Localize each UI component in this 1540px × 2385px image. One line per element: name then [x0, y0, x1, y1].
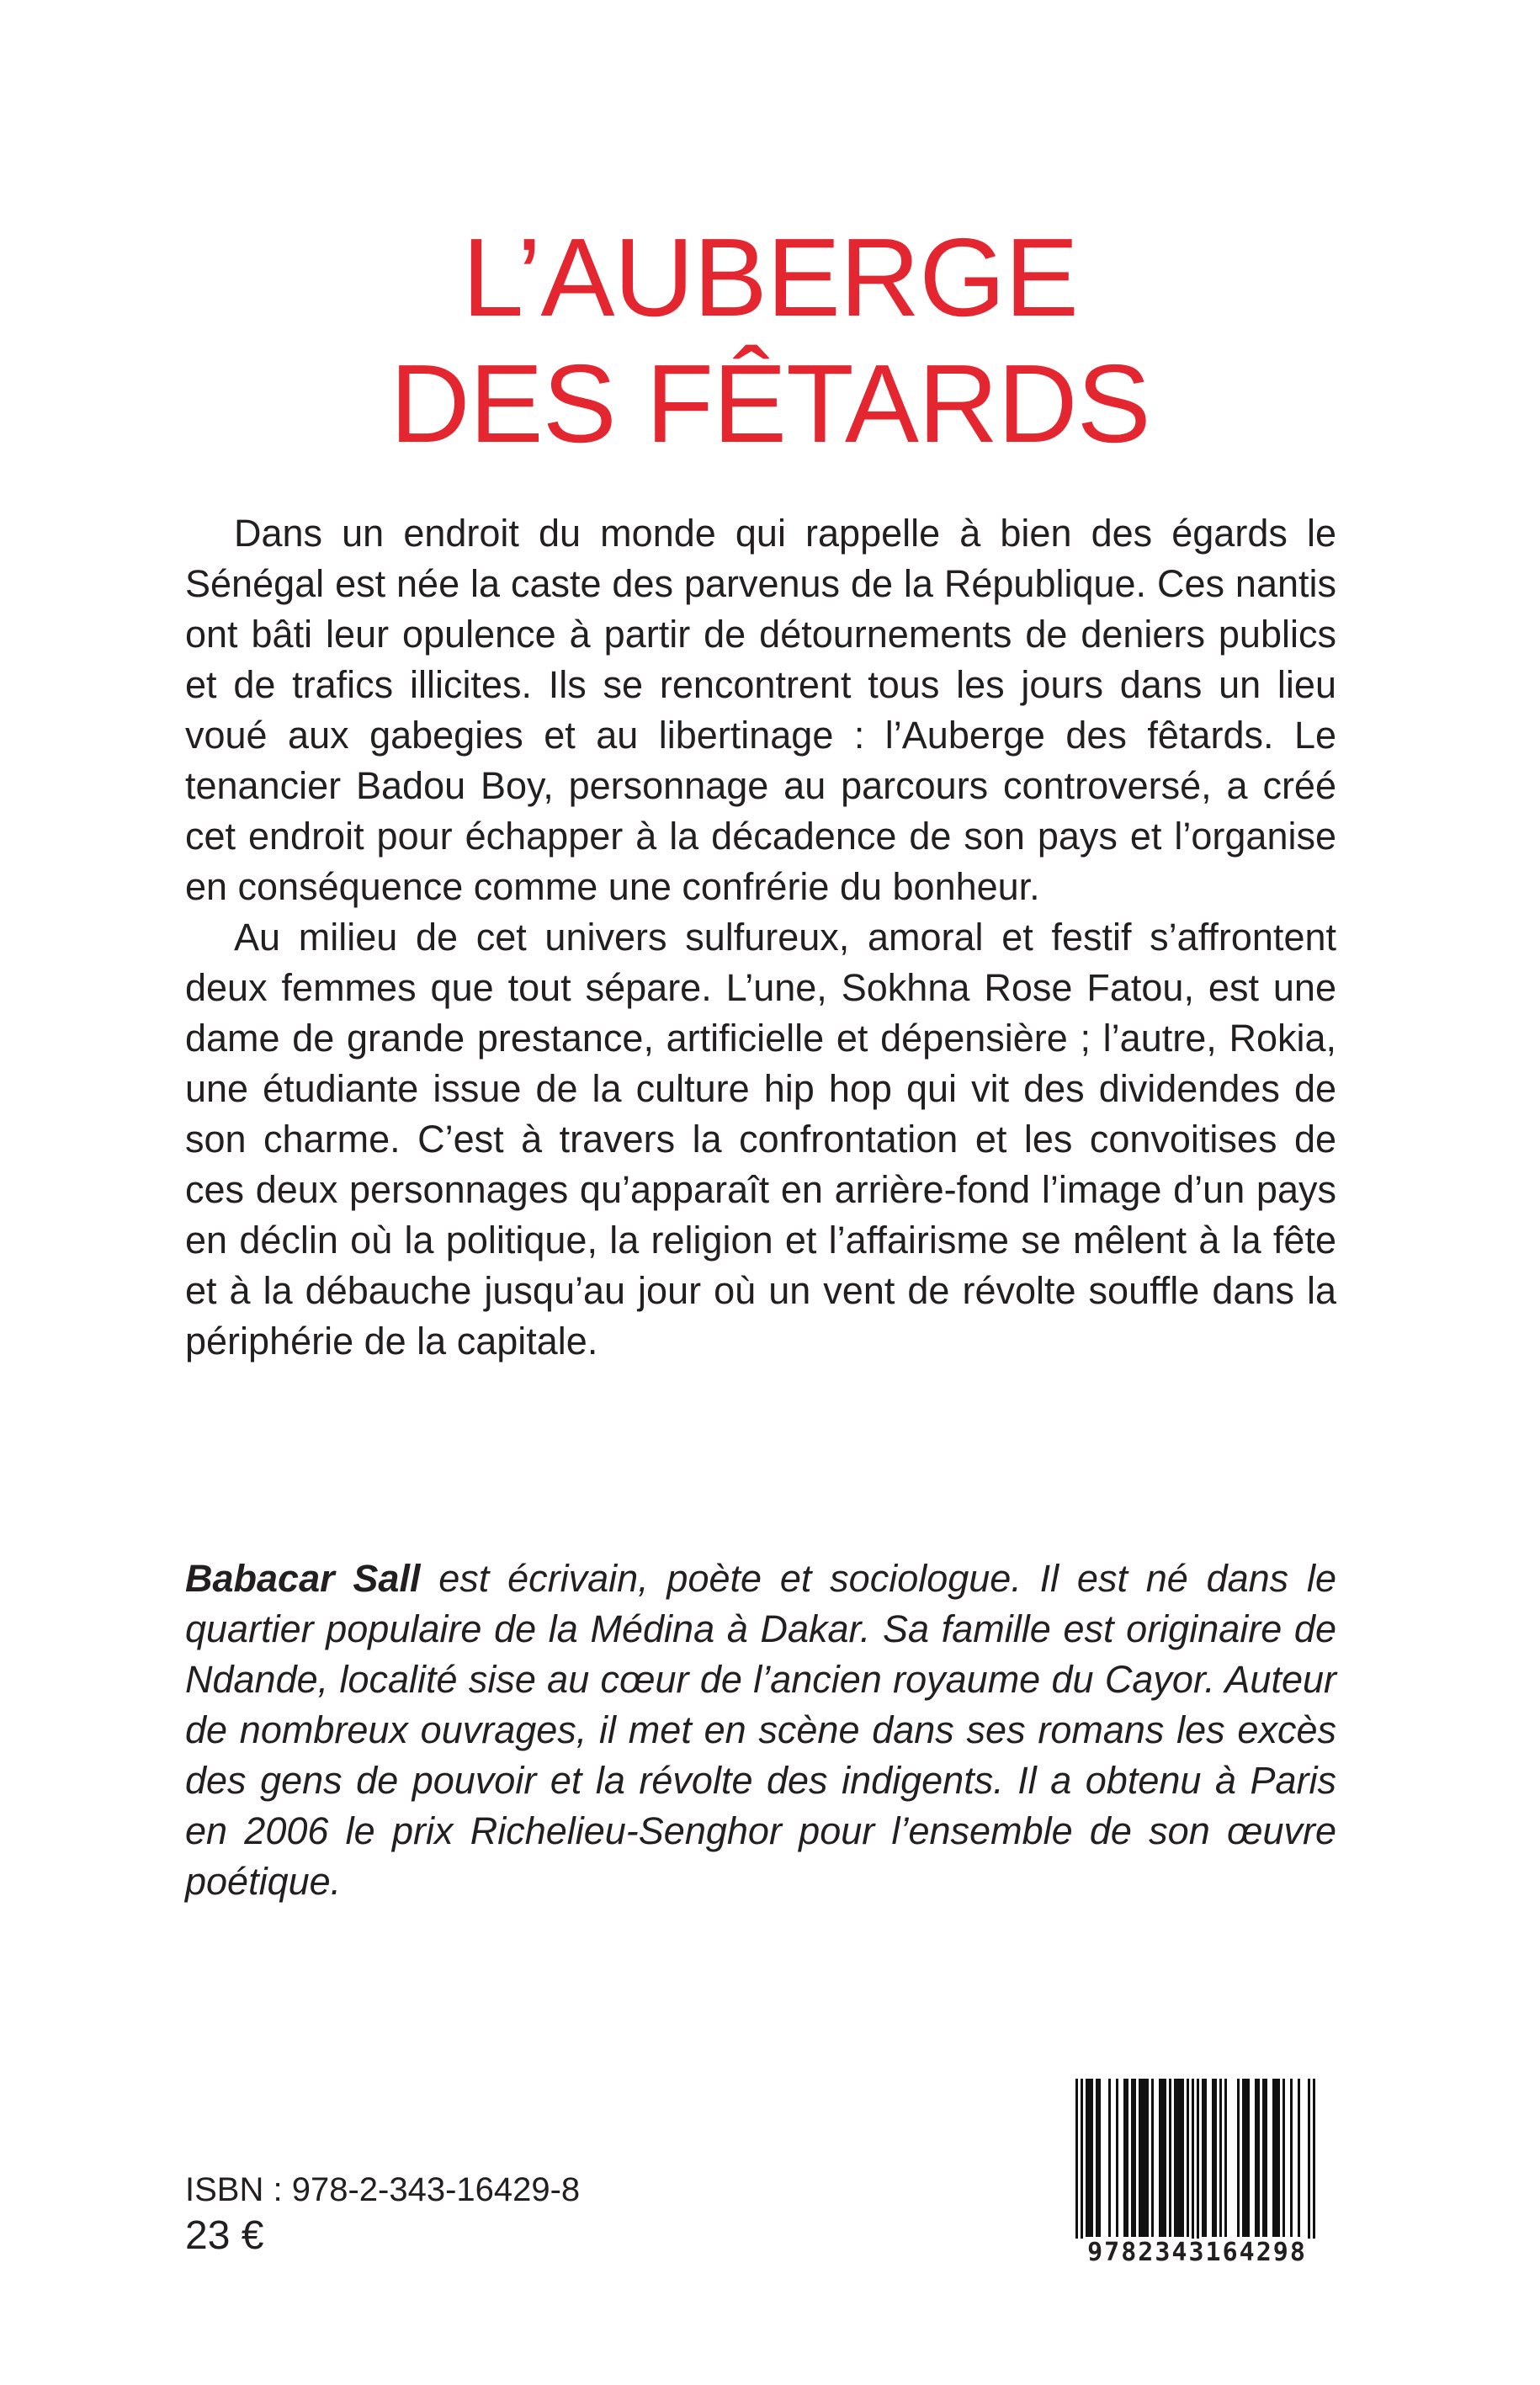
- barcode-bar: [1262, 2079, 1265, 2237]
- book-summary: [185, 508, 1336, 1367]
- barcode-bar: [1202, 2079, 1204, 2237]
- barcode-bar: [1275, 2079, 1277, 2237]
- barcode-bar: [1086, 2079, 1088, 2237]
- barcode-bar: [1245, 2079, 1247, 2237]
- barcode-bar: [1308, 2079, 1310, 2247]
- barcode-bar: [1242, 2079, 1245, 2237]
- barcode-bar: [1144, 2079, 1146, 2237]
- barcode-bar: [1182, 2079, 1184, 2237]
- summary-paragraph-2: Au milieu de cet univers sulfureux, amoral et festif s’affrontent deux femmes que tout sépare. L’une, Sokhna Rose Fatou, est une dame de grande prestance, artificielle et dépensière ; l’autre, Rokia, une étudiante issue de la culture hip hop qui vit des dividendes de son charme. C’est à travers la confrontation et les convoitises de ces deux personnages qu’apparaît en arrière-fond l’image d’un pays en déclin où la politique, la religion et l’affairisme se mêlent à la fête et à la débauche jusqu’au jour où un vent de révolte souffle dans la périphérie de la capitale.: [185, 916, 1336, 1362]
- barcode-bar: [1169, 2079, 1171, 2237]
- author-bio-text: est écrivain, poète et sociologue. Il est né dans le quartier populaire de la Médina à Dakar. Sa famille est originaire de Ndande, localité sise au cœur de l’ancien royaume du Cayor. Auteur de nombreux ouvrages, il met en scène dans ses romans les excès des gens de pouvoir et la révolte des indigents. Il a obtenu à Paris en 2006 le prix Richelieu-Senghor pour l’ensemble de son œuvre poétique.: [185, 1557, 1336, 1903]
- barcode-bar: [1134, 2079, 1136, 2237]
- barcode-bar: [1237, 2079, 1240, 2237]
- barcode-bar: [1247, 2079, 1250, 2237]
- author-bio: [185, 1554, 1336, 1907]
- barcode-bar: [1257, 2079, 1260, 2237]
- barcode-bar: [1272, 2079, 1275, 2237]
- barcode-bar: [1187, 2079, 1189, 2237]
- barcode-bar: [1277, 2079, 1280, 2237]
- barcode-bar: [1282, 2079, 1285, 2237]
- barcode-bar: [1081, 2079, 1083, 2247]
- barcode-bar: [1192, 2079, 1194, 2247]
- barcode-bar: [1098, 2079, 1101, 2237]
- barcode-bar: [1151, 2079, 1154, 2237]
- price-label: 23 €: [185, 2213, 264, 2258]
- barcode-bar: [1091, 2079, 1093, 2237]
- book-title-line-2: DES FÊTARDS: [390, 342, 1150, 466]
- barcode-bar: [1298, 2079, 1300, 2237]
- barcode-bar: [1164, 2079, 1166, 2237]
- barcode-bar: [1161, 2079, 1164, 2237]
- barcode-bar: [1219, 2079, 1222, 2237]
- barcode-bar: [1176, 2079, 1179, 2237]
- barcode-bar: [1214, 2079, 1217, 2237]
- barcode-bar: [1116, 2079, 1118, 2237]
- barcode-bar: [1224, 2079, 1227, 2237]
- barcode-bar: [1290, 2079, 1293, 2237]
- barcode-bar: [1108, 2079, 1111, 2237]
- barcode-bar: [1096, 2079, 1098, 2237]
- barcode-bar: [1126, 2079, 1128, 2237]
- barcode-bar: [1197, 2079, 1199, 2247]
- book-title-line-1: L’AUBERGE: [462, 215, 1078, 340]
- barcode-bar: [1075, 2079, 1078, 2247]
- barcode-bar: [1139, 2079, 1141, 2237]
- barcode-bars: [1052, 2079, 1342, 2247]
- barcode-bar: [1265, 2079, 1267, 2237]
- barcode-bar: [1088, 2079, 1091, 2237]
- isbn-label: ISBN : 978-2-343-16429-8: [185, 2171, 581, 2208]
- barcode-bar: [1141, 2079, 1144, 2237]
- barcode-bar: [1146, 2079, 1149, 2237]
- author-name: Babacar Sall: [185, 1557, 421, 1600]
- barcode-bar: [1159, 2079, 1161, 2237]
- barcode-bar: [1255, 2079, 1257, 2237]
- barcode-bar: [1131, 2079, 1134, 2237]
- barcode-bar: [1174, 2079, 1176, 2237]
- barcode-bar: [1123, 2079, 1126, 2237]
- barcode-digits: 9782343164298: [1052, 2239, 1342, 2267]
- summary-paragraph-1: Dans un endroit du monde qui rappelle à bien des égards le Sénégal est née la caste des parvenus de la République. Ces nantis ont bâti leur opulence à partir de détournements de deniers publics et de trafics illicites. Ils se rencontrent tous les jours dans un lieu voué aux gabegies et au libertinage : l’Auberge des fêtards. Le tenancier Badou Boy, personnage au parcours controversé, a créé cet endroit pour échapper à la décadence de son pays et l’organise en conséquence comme une confrérie du bonheur.: [185, 512, 1336, 908]
- barcode-bar: [1313, 2079, 1315, 2247]
- barcode-bar: [1204, 2079, 1207, 2237]
- barcode: [1052, 2079, 1342, 2268]
- barcode-bar: [1179, 2079, 1182, 2237]
- barcode-bar: [1212, 2079, 1214, 2237]
